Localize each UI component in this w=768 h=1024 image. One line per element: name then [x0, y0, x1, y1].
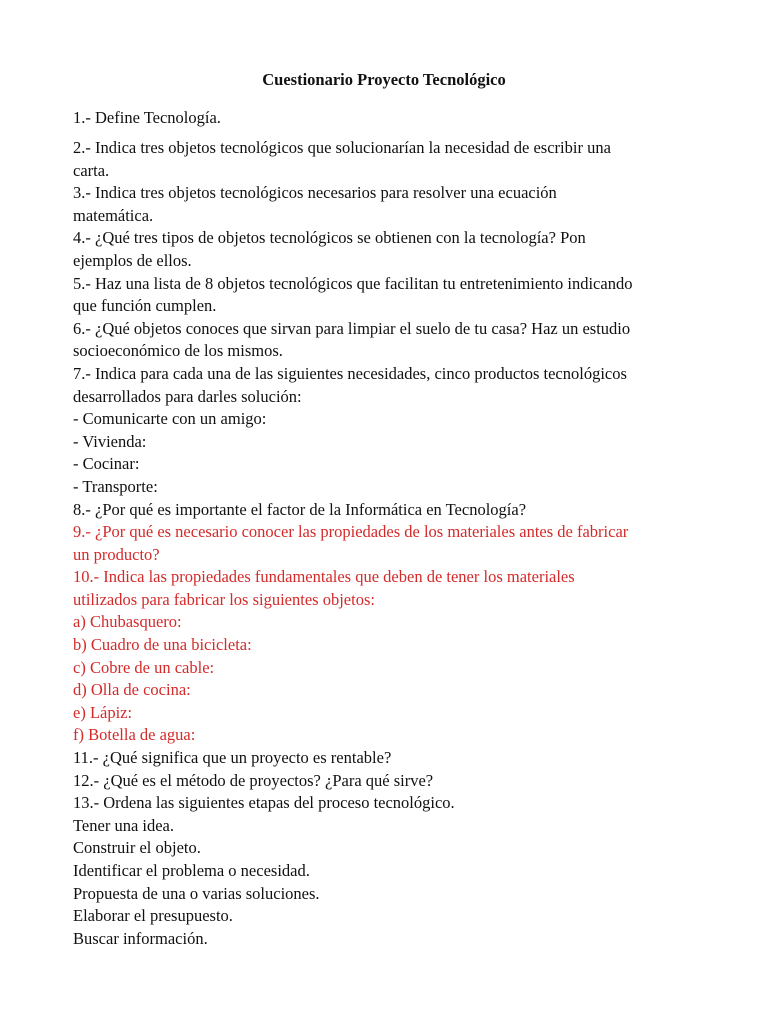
- question-line: Construir el objeto.: [73, 838, 201, 858]
- question-list: [73, 137, 723, 950]
- question-line: 11.- ¿Qué significa que un proyecto es rentable?: [73, 748, 392, 768]
- question-line: c) Cobre de un cable:: [73, 657, 215, 677]
- question-line: matemática.: [73, 205, 154, 225]
- question-line: Identificar el problema o necesidad.: [73, 861, 310, 880]
- question-1: 1.- Define Tecnología.: [73, 108, 221, 127]
- question-line: - Transporte:: [73, 476, 158, 496]
- question-line: 8.- ¿Por qué es importante el factor de la Informática en Tecnología?: [73, 499, 527, 519]
- question-line: - Vivienda:: [73, 431, 147, 451]
- question-line: socioeconómico de los mismos.: [73, 341, 283, 361]
- question-line: un producto?: [73, 544, 160, 564]
- question-line: b) Cuadro de una bicicleta:: [73, 635, 252, 655]
- question-line: 7.- Indica para cada una de las siguientes necesidades, cinco productos tecnológicos: [73, 363, 627, 383]
- question-line: 9.- ¿Por qué es necesario conocer las propiedades de los materiales antes de fabricar: [73, 522, 629, 542]
- question-line: 10.- Indica las propiedades fundamentales que deben de tener los materiales: [73, 567, 575, 587]
- question-line: - Comunicarte con un amigo:: [73, 409, 267, 429]
- question-line: utilizados para fabricar los siguientes objetos:: [73, 589, 375, 609]
- question-line: 2.- Indica tres objetos tecnológicos que solucionarían la necesidad de escribir una: [73, 138, 611, 157]
- question-line: d) Olla de cocina:: [73, 680, 191, 700]
- question-line: 12.- ¿Qué es el método de proyectos? ¿Para qué sirve?: [73, 770, 434, 790]
- question-line: Elaborar el presupuesto.: [73, 906, 233, 926]
- question-line: Buscar información.: [73, 928, 208, 948]
- question-line: Tener una idea.: [73, 815, 174, 835]
- question-line: ejemplos de ellos.: [73, 250, 192, 270]
- question-line: e) Lápiz:: [73, 702, 133, 722]
- question-line: que función cumplen.: [73, 296, 217, 316]
- question-line: 4.- ¿Qué tres tipos de objetos tecnológicos se obtienen con la tecnología? Pon: [73, 228, 586, 248]
- question-line: 3.- Indica tres objetos tecnológicos necesarios para resolver una ecuación: [73, 183, 557, 203]
- question-line: - Cocinar:: [73, 454, 140, 474]
- question-line: 13.- Ordena las siguientes etapas del proceso tecnológico.: [73, 793, 455, 813]
- question-line: 5.- Haz una lista de 8 objetos tecnológicos que facilitan tu entretenimiento indicando: [73, 273, 633, 293]
- question-line: f) Botella de agua:: [73, 725, 196, 745]
- question-line: 6.- ¿Qué objetos conoces que sirvan para limpiar el suelo de tu casa? Haz un estudio: [73, 318, 631, 338]
- question-line: a) Chubasquero:: [73, 612, 182, 632]
- question-line: Propuesta de una o varias soluciones.: [73, 883, 320, 903]
- document-title: Cuestionario Proyecto Tecnológico: [262, 70, 506, 89]
- question-line: desarrollados para darles solución:: [73, 386, 302, 406]
- question-line: carta.: [73, 160, 110, 180]
